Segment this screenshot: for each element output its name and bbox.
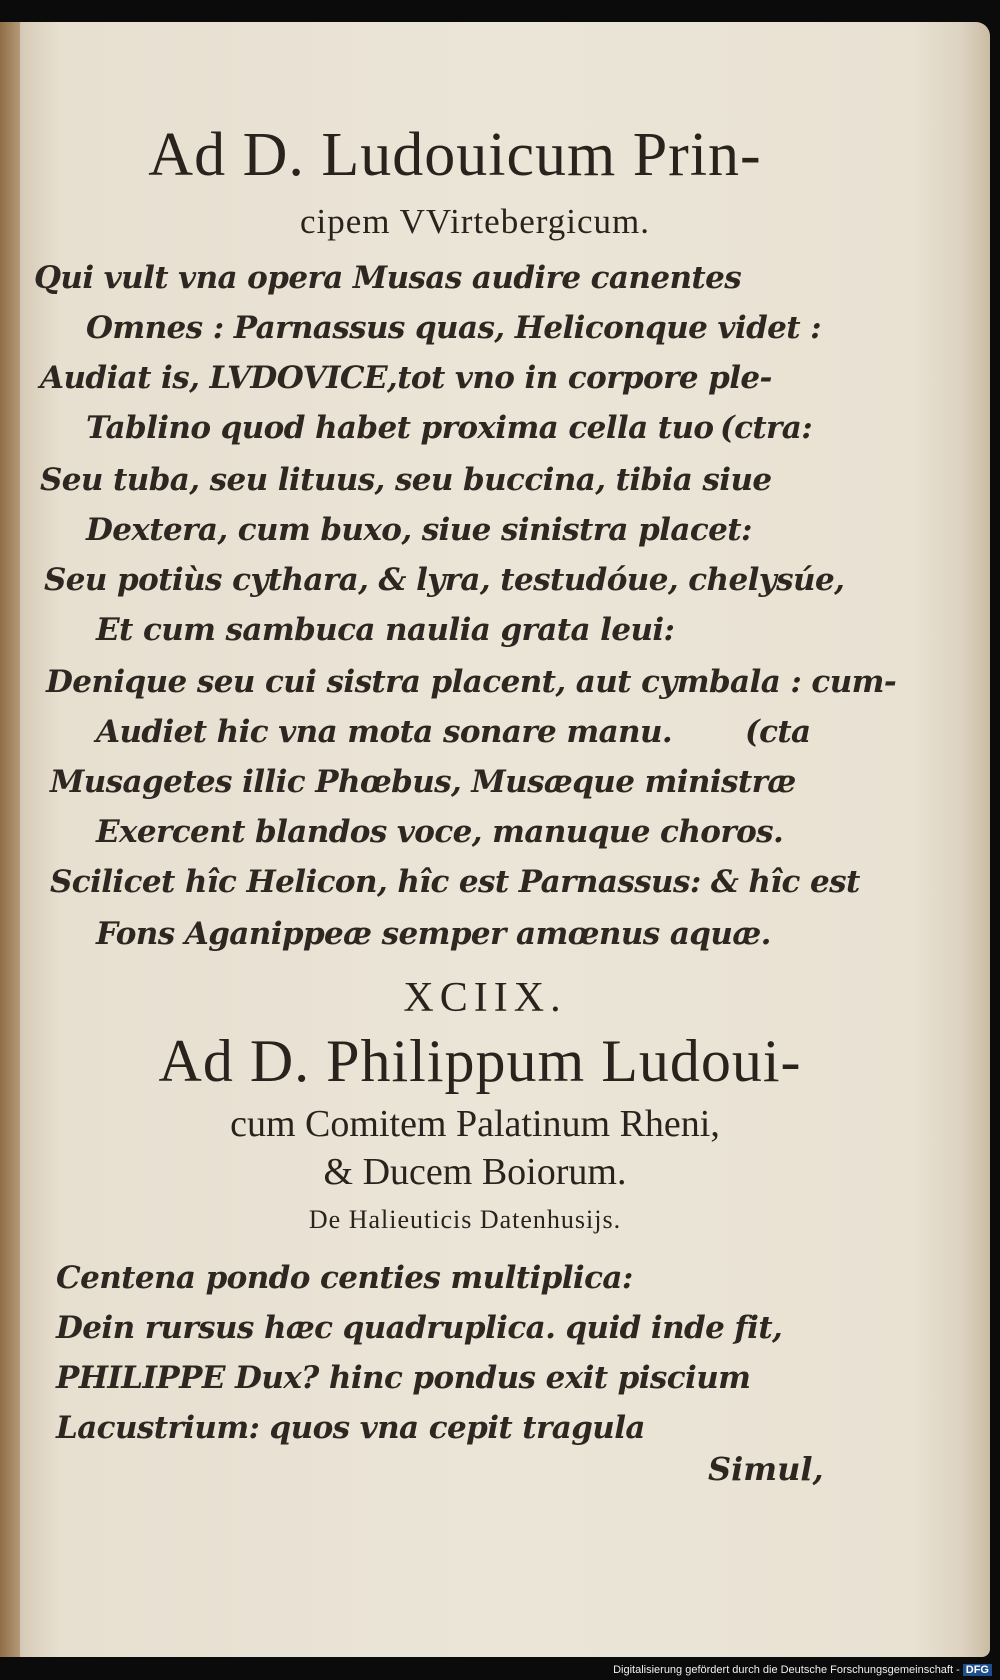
poem1-heading-line1: Ad D. Ludouicum Prin- <box>148 121 762 189</box>
verse-line: Centena pondo centies multiplica: <box>56 1260 633 1296</box>
verse-overflow-fragment: (ctra: <box>720 410 813 446</box>
verse-overflow-fragment: (cta <box>745 714 811 750</box>
dfg-logo: DFG <box>963 1664 992 1676</box>
verse-line: Et cum sambuca naulia grata leui: <box>96 612 675 648</box>
verse-line: Scilicet hîc Helicon, hîc est Parnassus: & hîc est <box>50 864 860 900</box>
verse-line: Seu tuba, seu lituus, seu buccina, tibia siue <box>40 462 772 498</box>
poem2-subheading: De Halieuticis Datenhusijs. <box>308 1205 622 1234</box>
verse-line: Exercent blandos voce, manuque choros. <box>96 814 784 850</box>
verse-line: Denique seu cui sistra placent, aut cymbala : cum- <box>46 664 897 700</box>
verse-line: Tablino quod habet proxima cella tuo <box>86 410 714 446</box>
book-spine-edge <box>0 22 20 1657</box>
credit-text: Digitalisierung gefördert durch die Deutsche Forschungsgemeinschaft - <box>613 1664 960 1676</box>
book-page <box>0 22 990 1657</box>
poem1-heading-line2: cipem VVirtebergicum. <box>299 202 650 241</box>
verse-line: Omnes : Parnassus quas, Heliconque videt : <box>86 310 822 346</box>
poem2-number: XCIIX. <box>403 975 567 1021</box>
verse-line: Dextera, cum buxo, siue sinistra placet: <box>86 512 752 548</box>
poem2-heading-line2: cum Comitem Palatinum Rheni, <box>230 1103 720 1145</box>
verse-line: Fons Aganippeæ semper amœnus aquæ. <box>96 916 771 952</box>
catchword: Simul, <box>708 1450 824 1488</box>
verse-line: Seu potiùs cythara, & lyra, testudóue, chelysúe, <box>44 562 845 598</box>
poem2-heading-line3: & Ducem Boiorum. <box>323 1151 627 1193</box>
digitization-credit <box>613 1664 992 1676</box>
verse-line: Qui vult vna opera Musas audire canentes <box>34 260 742 296</box>
verse-line: Audiet hic vna mota sonare manu. <box>96 714 673 750</box>
verse-line: Musagetes illic Phœbus, Musæque ministræ <box>50 764 796 800</box>
verse-line: Dein rursus hæc quadruplica. quid inde fit, <box>56 1310 783 1346</box>
verse-line: Audiat is, LVDOVICE,tot vno in corpore ple- <box>40 360 772 396</box>
poem2-heading-line1: Ad D. Philippum Ludoui- <box>158 1028 802 1094</box>
verse-line: PHILIPPE Dux? hinc pondus exit piscium <box>56 1360 751 1396</box>
verse-line: Lacustrium: quos vna cepit tragula <box>56 1410 645 1446</box>
